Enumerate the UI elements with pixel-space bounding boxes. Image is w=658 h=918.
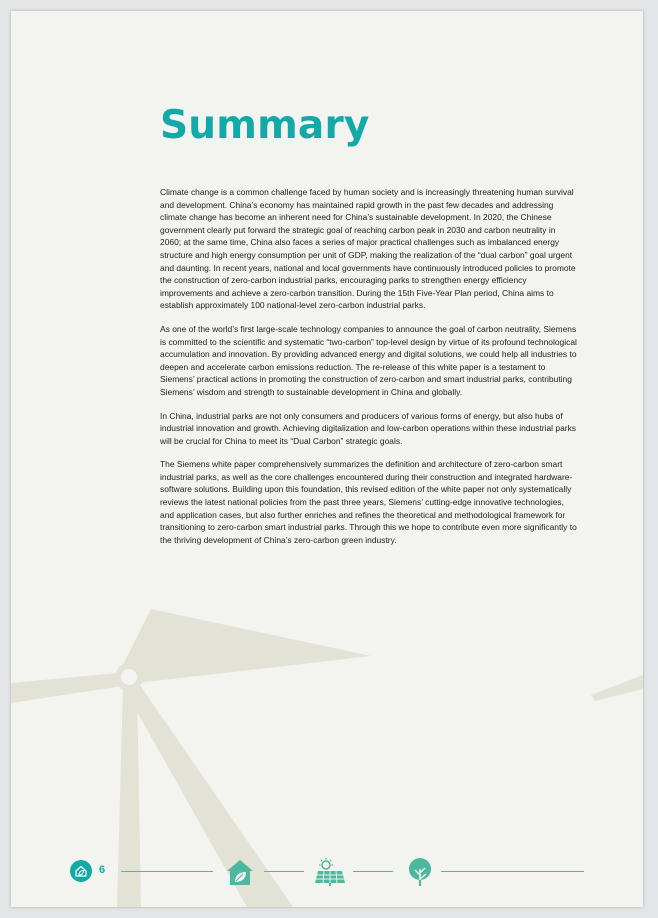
paragraph: As one of the world’s first large-scale technology companies to announce the goal of carbon neutrality, Siemens is committed to the scientific and systematic “two-carbon” top-level design by virtue of its profound technological accumulation and innovation. By providing advanced energy and digital solutions, we could help all industries to deepen and accelerate carbon emissions reduction. The re-release of this white paper is a testament to Siemens’ practical actions in promoting the construction of zero-carbon and smart industrial parks, contributing Siemens’ wisdom and strength to sustainable development in China and globally. [160, 323, 577, 397]
page-number: 6 [99, 864, 106, 876]
page-title: Summary [160, 103, 370, 148]
tree-icon [404, 857, 436, 887]
summary-body [160, 186, 577, 557]
paragraph: Climate change is a common challenge faced by human society and is increasingly threatening human survival and development. China’s economy has maintained rapid growth in the past few decades and addressing climate change has become an inherent need for China’s sustainable development. In 2020, the Chinese government clearly put forward the strategic goal of reaching carbon peak in 2030 and carbon neutrality in 2060; at the same time, China also faces a series of major practical challenges such as imbalanced energy structure and high energy consumption per unit of GDP, making the realization of the “dual carbon” goal urgent and daunting. In recent years, national and local governments have continuously introduced policies to promote the construction of zero-carbon industrial parks, encouraging parks to strengthen energy efficiency improvements and achieve a zero-carbon transition. During the 15th Five-Year Plan period, China aims to establish approximately 100 national-level zero-carbon industrial parks. [160, 187, 576, 311]
paragraph: The Siemens white paper comprehensively summarizes the definition and architecture of zero-carbon smart industrial parks, as well as the core challenges encountered during their construction and integrated hardware-software solutions. Building upon this foundation, this revised edition of the white paper not only systematically reviews the latest national policies from the past three years, Siemens’ cutting-edge innovative technologies, and application cases, but also further enriches and refines the theoretical and methodological framework for transitioning to zero-carbon smart industrial parks. Through this we hope to contribute even more significantly to the thriving development of China’s zero-carbon green industry. [160, 459, 577, 545]
footer-divider [353, 871, 393, 872]
document-page [11, 11, 643, 907]
footer-divider [121, 871, 213, 872]
solar-panel-icon [312, 857, 348, 887]
page-footer [11, 857, 643, 887]
footer-divider [441, 871, 584, 872]
paragraph: In China, industrial parks are not only consumers and producers of various forms of energy, but also hubs of industrial innovation and growth. Achieving digitalization and low-carbon operations within these industrial parks will be crucial for China to meet its “Dual Carbon” strategic goals. [160, 410, 577, 446]
house-leaf-icon [224, 857, 256, 887]
footer-divider [264, 871, 304, 872]
home-leaf-icon [70, 860, 92, 882]
